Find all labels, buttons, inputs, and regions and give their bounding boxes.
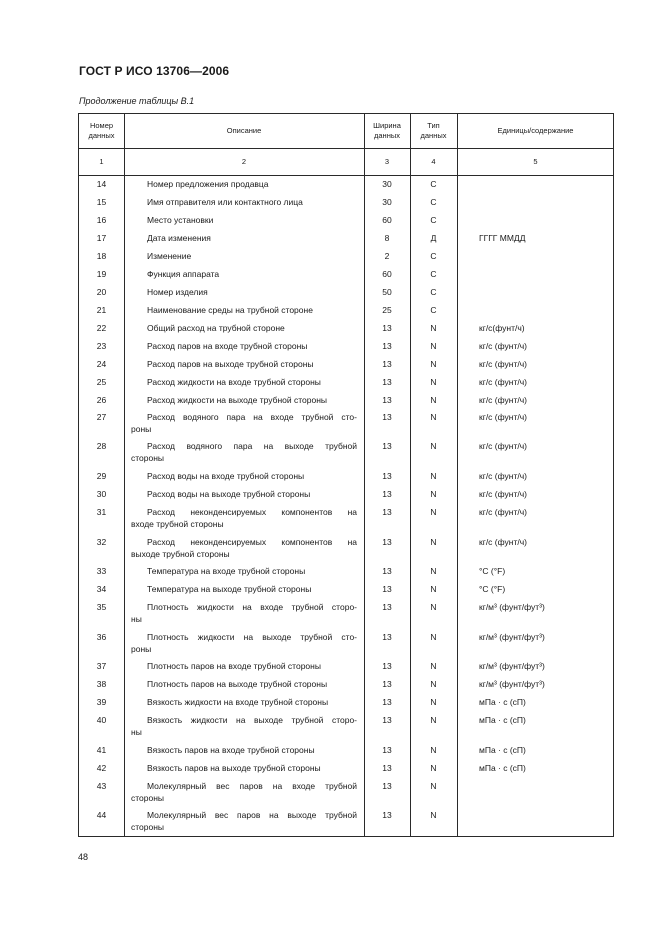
row-width: 13 bbox=[382, 763, 392, 773]
row-number: 16 bbox=[96, 215, 107, 225]
row-number: 17 bbox=[96, 233, 107, 243]
row-description: Молекулярный вес паров на выходе трубной bbox=[147, 810, 357, 820]
row-type: N bbox=[430, 602, 437, 612]
row-width: 8 bbox=[384, 233, 390, 243]
row-type: N bbox=[430, 810, 437, 820]
row-number: 35 bbox=[96, 602, 107, 612]
row-description: Плотность паров на входе трубной стороны bbox=[147, 661, 321, 671]
row-width: 50 bbox=[382, 287, 392, 297]
row-width: 13 bbox=[382, 745, 392, 755]
row-description: Вязкость жидкости на входе трубной стороны bbox=[147, 697, 329, 707]
row-type: N bbox=[430, 697, 437, 707]
row-number: 44 bbox=[96, 810, 107, 820]
row-number: 24 bbox=[96, 359, 107, 369]
row-description: Общий расход на трубной стороне bbox=[147, 323, 285, 333]
row-type: N bbox=[430, 489, 437, 499]
row-type: N bbox=[430, 781, 437, 791]
header-type: Тип данных bbox=[420, 121, 447, 140]
row-width: 13 bbox=[382, 507, 392, 517]
row-description: Молекулярный вес паров на входе трубной bbox=[147, 781, 357, 791]
row-number: 30 bbox=[96, 489, 107, 499]
data-table bbox=[78, 113, 614, 837]
row-description: Расход неконденсируемых компонентов на bbox=[147, 537, 357, 547]
row-type: Д bbox=[430, 233, 437, 243]
column-number: 2 bbox=[241, 156, 247, 166]
row-width: 13 bbox=[382, 395, 392, 405]
row-description-continued: ны bbox=[131, 727, 142, 737]
row-description-continued: входе трубной стороны bbox=[131, 519, 224, 529]
row-type: N bbox=[430, 441, 437, 451]
row-units: мПа · с (сП) bbox=[479, 715, 526, 725]
row-width: 13 bbox=[382, 359, 392, 369]
row-number: 36 bbox=[96, 632, 107, 642]
row-width: 30 bbox=[382, 197, 392, 207]
row-units: °С (°F) bbox=[479, 584, 506, 594]
row-type: С bbox=[430, 197, 437, 207]
row-description-continued: стороны bbox=[131, 793, 165, 803]
row-number: 34 bbox=[96, 584, 107, 594]
row-description: Расход паров на входе трубной стороны bbox=[147, 341, 308, 351]
row-units: кг/м³ (фунт/фут³) bbox=[479, 661, 545, 671]
row-type: С bbox=[430, 287, 437, 297]
row-type: N bbox=[430, 395, 437, 405]
row-description: Плотность жидкости на входе трубной сторо- bbox=[147, 602, 357, 612]
row-description-continued: стороны bbox=[131, 822, 165, 832]
row-description: Изменение bbox=[147, 251, 192, 261]
row-description: Расход воды на выходе трубной стороны bbox=[147, 489, 311, 499]
row-width: 30 bbox=[382, 179, 392, 189]
row-units: кг/с (фунт/ч) bbox=[479, 507, 527, 517]
row-width: 25 bbox=[382, 305, 392, 315]
row-width: 2 bbox=[384, 251, 390, 261]
row-type: С bbox=[430, 305, 437, 315]
row-number: 14 bbox=[96, 179, 107, 189]
row-width: 13 bbox=[382, 632, 392, 642]
row-width: 13 bbox=[382, 441, 392, 451]
row-width: 13 bbox=[382, 661, 392, 671]
row-units: кг/м³ (фунт/фут³) bbox=[479, 632, 545, 642]
row-units: кг/с (фунт/ч) bbox=[479, 537, 527, 547]
row-number: 23 bbox=[96, 341, 107, 351]
row-width: 13 bbox=[382, 781, 392, 791]
row-number: 38 bbox=[96, 679, 107, 689]
row-type: N bbox=[430, 566, 437, 576]
row-description: Расход паров на выходе трубной стороны bbox=[147, 359, 314, 369]
row-number: 15 bbox=[96, 197, 107, 207]
row-type: С bbox=[430, 179, 437, 189]
row-type: С bbox=[430, 215, 437, 225]
row-units: мПа · с (сП) bbox=[479, 763, 526, 773]
row-number: 42 bbox=[96, 763, 107, 773]
row-number: 20 bbox=[96, 287, 107, 297]
row-description-continued: выходе трубной стороны bbox=[131, 549, 230, 559]
row-type: N bbox=[430, 763, 437, 773]
row-type: N bbox=[430, 377, 437, 387]
row-width: 13 bbox=[382, 566, 392, 576]
row-units: мПа · с (сП) bbox=[479, 697, 526, 707]
row-number: 41 bbox=[96, 745, 107, 755]
row-description-continued: роны bbox=[131, 424, 152, 434]
row-width: 13 bbox=[382, 341, 392, 351]
row-number: 43 bbox=[96, 781, 107, 791]
row-type: N bbox=[430, 715, 437, 725]
row-type: N bbox=[430, 661, 437, 671]
row-number: 28 bbox=[96, 441, 107, 451]
row-description: Расход жидкости на выходе трубной стороны bbox=[147, 395, 328, 405]
row-units: кг/с (фунт/ч) bbox=[479, 359, 527, 369]
row-description: Расход водяного пара на выходе трубной bbox=[147, 441, 357, 451]
column-number-divider bbox=[79, 175, 613, 176]
row-number: 31 bbox=[96, 507, 107, 517]
row-description-continued: стороны bbox=[131, 453, 165, 463]
row-description: Вязкость паров на входе трубной стороны bbox=[147, 745, 315, 755]
row-type: N bbox=[430, 412, 437, 422]
row-description: Расход неконденсируемых компонентов на bbox=[147, 507, 357, 517]
row-type: N bbox=[430, 745, 437, 755]
row-number: 40 bbox=[96, 715, 107, 725]
row-width: 60 bbox=[382, 215, 392, 225]
row-width: 13 bbox=[382, 323, 392, 333]
column-divider bbox=[124, 114, 125, 836]
row-width: 13 bbox=[382, 489, 392, 499]
row-units: мПа · с (сП) bbox=[479, 745, 526, 755]
row-units: кг/с (фунт/ч) bbox=[479, 441, 527, 451]
document-title: ГОСТ Р ИСО 13706—2006 bbox=[79, 64, 230, 78]
header-number: Номер данных bbox=[88, 121, 115, 140]
row-units: кг/с (фунт/ч) bbox=[479, 412, 527, 422]
row-width: 13 bbox=[382, 697, 392, 707]
column-number: 4 bbox=[431, 156, 436, 166]
header-units: Единицы/содержание bbox=[497, 126, 574, 136]
row-description: Дата изменения bbox=[147, 233, 211, 243]
row-number: 19 bbox=[96, 269, 107, 279]
row-width: 13 bbox=[382, 537, 392, 547]
row-width: 13 bbox=[382, 412, 392, 422]
row-number: 21 bbox=[96, 305, 107, 315]
row-description: Место установки bbox=[147, 215, 214, 225]
row-units: кг/с (фунт/ч) bbox=[479, 341, 527, 351]
row-units: кг/с (фунт/ч) bbox=[479, 471, 527, 481]
column-number: 5 bbox=[533, 156, 538, 166]
row-width: 13 bbox=[382, 471, 392, 481]
header-width: Ширина данных bbox=[373, 121, 401, 140]
row-units: ГГГГ ММДД bbox=[479, 233, 526, 243]
row-description-continued: ны bbox=[131, 614, 142, 624]
row-type: N bbox=[430, 679, 437, 689]
row-number: 26 bbox=[96, 395, 107, 405]
row-units: °С (°F) bbox=[479, 566, 506, 576]
row-description: Наименование среды на трубной стороне bbox=[147, 305, 313, 315]
row-type: С bbox=[430, 251, 437, 261]
row-description: Температура на входе трубной стороны bbox=[147, 566, 306, 576]
row-width: 13 bbox=[382, 810, 392, 820]
row-number: 32 bbox=[96, 537, 107, 547]
row-description: Номер предложения продавца bbox=[147, 179, 269, 189]
row-number: 25 bbox=[96, 377, 107, 387]
row-units: кг/с (фунт/ч) bbox=[479, 489, 527, 499]
row-width: 60 bbox=[382, 269, 392, 279]
page-number: 48 bbox=[78, 852, 89, 862]
row-units: кг/м³ (фунт/фут³) bbox=[479, 602, 545, 612]
row-description: Имя отправителя или контактного лица bbox=[147, 197, 303, 207]
row-description: Расход водяного пара на входе трубной сто- bbox=[147, 412, 357, 422]
row-width: 13 bbox=[382, 715, 392, 725]
row-number: 27 bbox=[96, 412, 107, 422]
row-units: кг/м³ (фунт/фут³) bbox=[479, 679, 545, 689]
column-number: 3 bbox=[384, 156, 390, 166]
row-description: Расход воды на входе трубной стороны bbox=[147, 471, 305, 481]
row-description: Расход жидкости на входе трубной стороны bbox=[147, 377, 321, 387]
table-caption: Продолжение таблицы В.1 bbox=[79, 96, 195, 106]
row-type: N bbox=[430, 507, 437, 517]
row-width: 13 bbox=[382, 679, 392, 689]
row-description: Вязкость паров на выходе трубной стороны bbox=[147, 763, 321, 773]
row-description: Температура на выходе трубной стороны bbox=[147, 584, 312, 594]
row-description: Плотность паров на выходе трубной стороны bbox=[147, 679, 328, 689]
row-description: Номер изделия bbox=[147, 287, 208, 297]
row-width: 13 bbox=[382, 377, 392, 387]
row-number: 29 bbox=[96, 471, 107, 481]
row-number: 39 bbox=[96, 697, 107, 707]
row-number: 18 bbox=[96, 251, 107, 261]
row-type: N bbox=[430, 537, 437, 547]
row-type: N bbox=[430, 632, 437, 642]
row-type: N bbox=[430, 341, 437, 351]
row-units: кг/с(фунт/ч) bbox=[479, 323, 525, 333]
row-type: N bbox=[430, 584, 437, 594]
row-number: 33 bbox=[96, 566, 107, 576]
row-type: С bbox=[430, 269, 437, 279]
row-description: Функция аппарата bbox=[147, 269, 220, 279]
row-width: 13 bbox=[382, 584, 392, 594]
row-number: 37 bbox=[96, 661, 107, 671]
row-description-continued: роны bbox=[131, 644, 152, 654]
column-number: 1 bbox=[99, 156, 104, 166]
row-units: кг/с (фунт/ч) bbox=[479, 377, 527, 387]
row-units: кг/с (фунт/ч) bbox=[479, 395, 527, 405]
row-width: 13 bbox=[382, 602, 392, 612]
row-type: N bbox=[430, 471, 437, 481]
row-type: N bbox=[430, 323, 437, 333]
row-description: Плотность жидкости на выходе трубной сто- bbox=[147, 632, 357, 642]
row-description: Вязкость жидкости на выходе трубной сторо- bbox=[147, 715, 357, 725]
row-type: N bbox=[430, 359, 437, 369]
header-description: Описание bbox=[226, 126, 262, 136]
row-number: 22 bbox=[96, 323, 107, 333]
column-divider bbox=[457, 114, 458, 836]
